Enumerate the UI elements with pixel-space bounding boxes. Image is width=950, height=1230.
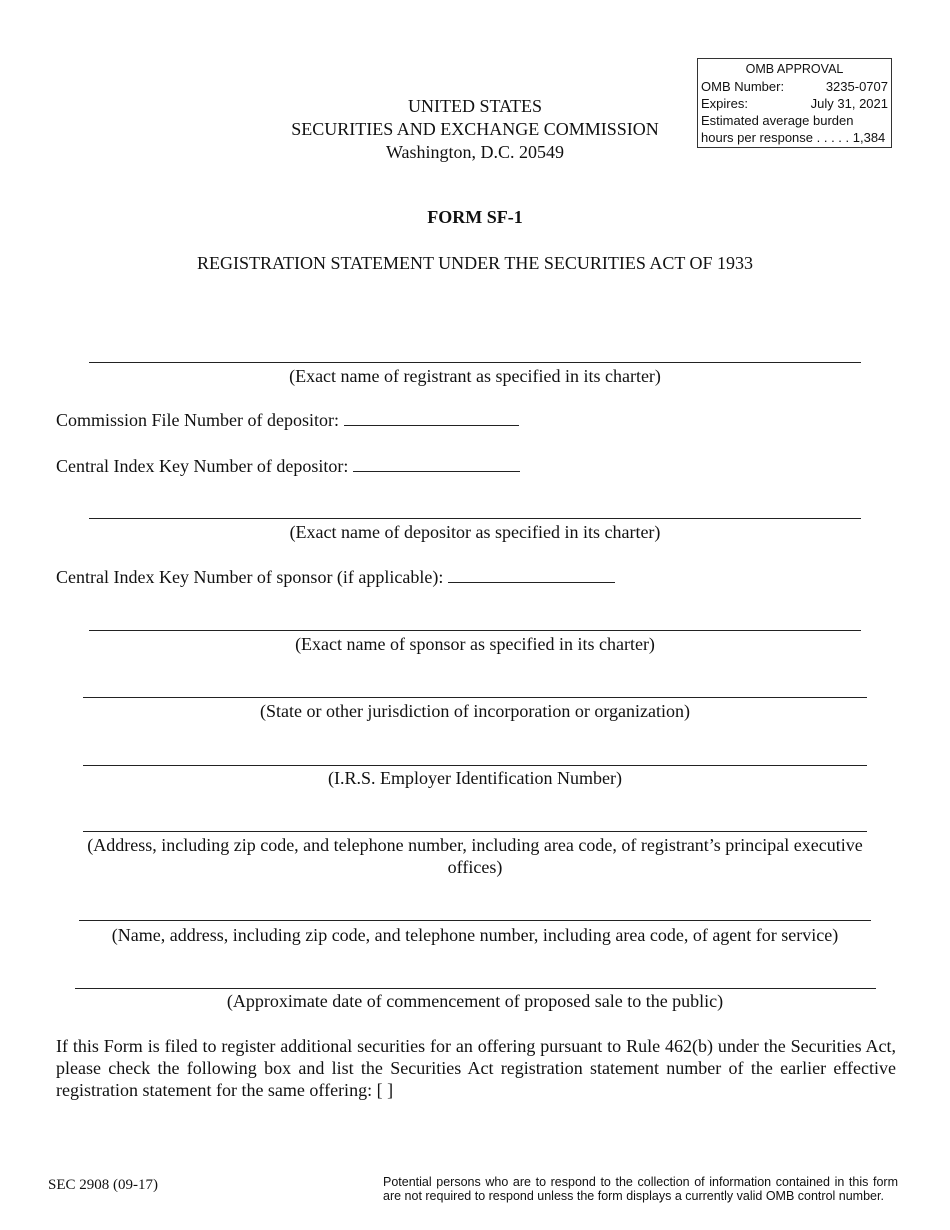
omb-burden-line1: Estimated average burden: [701, 113, 854, 128]
omb-title: OMB APPROVAL: [745, 62, 844, 76]
omb-number-row: [701, 78, 888, 95]
rule-462b-checkbox[interactable]: [ ]: [376, 1080, 394, 1100]
omb-expires-value: July 31, 2021: [810, 96, 888, 111]
sale-date-caption: (Approximate date of commencement of proposed sale to the public): [226, 991, 724, 1011]
agent-for-service-caption: (Name, address, including zip code, and telephone number, including area code, of agent for service): [111, 925, 839, 945]
form-subtitle: REGISTRATION STATEMENT UNDER THE SECURITIES ACT OF 1933: [196, 253, 754, 273]
commission-file-input[interactable]: [344, 409, 519, 426]
cik-sponsor-label: Central Index Key Number of sponsor (if applicable):: [56, 567, 444, 587]
header-line2: SECURITIES AND EXCHANGE COMMISSION: [291, 119, 659, 139]
registrant-name-field[interactable]: [89, 362, 861, 363]
rule-462b-text: If this Form is filed to register additional securities for an offering pursuant to Rule 462(b) under the Securities Act, please check the following box and list the Securities Act registration statement number of the earlier effective registration statement for the same offering:: [56, 1036, 896, 1100]
commission-file-row: [56, 409, 519, 431]
rule-462b-paragraph: [56, 1035, 896, 1101]
registrant-name-caption: (Exact name of registrant as specified in its charter): [289, 366, 661, 386]
depositor-name-field[interactable]: [89, 518, 861, 519]
sponsor-name-caption: (Exact name of sponsor as specified in its charter): [295, 634, 655, 654]
sale-date-field[interactable]: [75, 988, 876, 989]
omb-expires-label: Expires:: [701, 96, 748, 111]
cik-depositor-label: Central Index Key Number of depositor:: [56, 456, 349, 476]
cik-depositor-row: [56, 455, 520, 477]
form-title: FORM SF-1: [427, 207, 523, 227]
omb-number-value: 3235-0707: [825, 79, 888, 94]
address-caption-line2: offices): [447, 857, 503, 877]
agent-for-service-field[interactable]: [79, 920, 871, 921]
cik-sponsor-input[interactable]: [448, 566, 615, 583]
irs-ein-field[interactable]: [83, 765, 867, 766]
sponsor-name-field[interactable]: [89, 630, 861, 631]
omb-number-label: OMB Number:: [701, 79, 785, 94]
cik-sponsor-row: [56, 566, 615, 588]
cik-depositor-input[interactable]: [353, 455, 520, 472]
irs-ein-caption: (I.R.S. Employer Identification Number): [328, 768, 622, 788]
omb-expires-row: [701, 95, 888, 112]
agency-header: [250, 95, 700, 164]
address-caption-line1: (Address, including zip code, and telephone number, including area code, of registrant’s principal executive: [87, 835, 863, 855]
header-line1: UNITED STATES: [407, 96, 543, 116]
omb-notice: Potential persons who are to respond to the collection of information contained in this form are not required to respond unless the form displays a currently valid OMB control number.: [383, 1175, 898, 1203]
address-field[interactable]: [83, 831, 867, 832]
depositor-name-caption: (Exact name of depositor as specified in its charter): [289, 522, 661, 542]
jurisdiction-caption: (State or other jurisdiction of incorporation or organization): [259, 701, 691, 721]
omb-approval-box: [697, 58, 892, 148]
header-line3: Washington, D.C. 20549: [385, 142, 565, 162]
address-caption: [0, 834, 950, 878]
jurisdiction-field[interactable]: [83, 697, 867, 698]
commission-file-label: Commission File Number of depositor:: [56, 410, 339, 430]
form-code: SEC 2908 (09-17): [48, 1177, 158, 1193]
omb-burden-line2: hours per response . . . . . 1,384: [701, 130, 886, 145]
